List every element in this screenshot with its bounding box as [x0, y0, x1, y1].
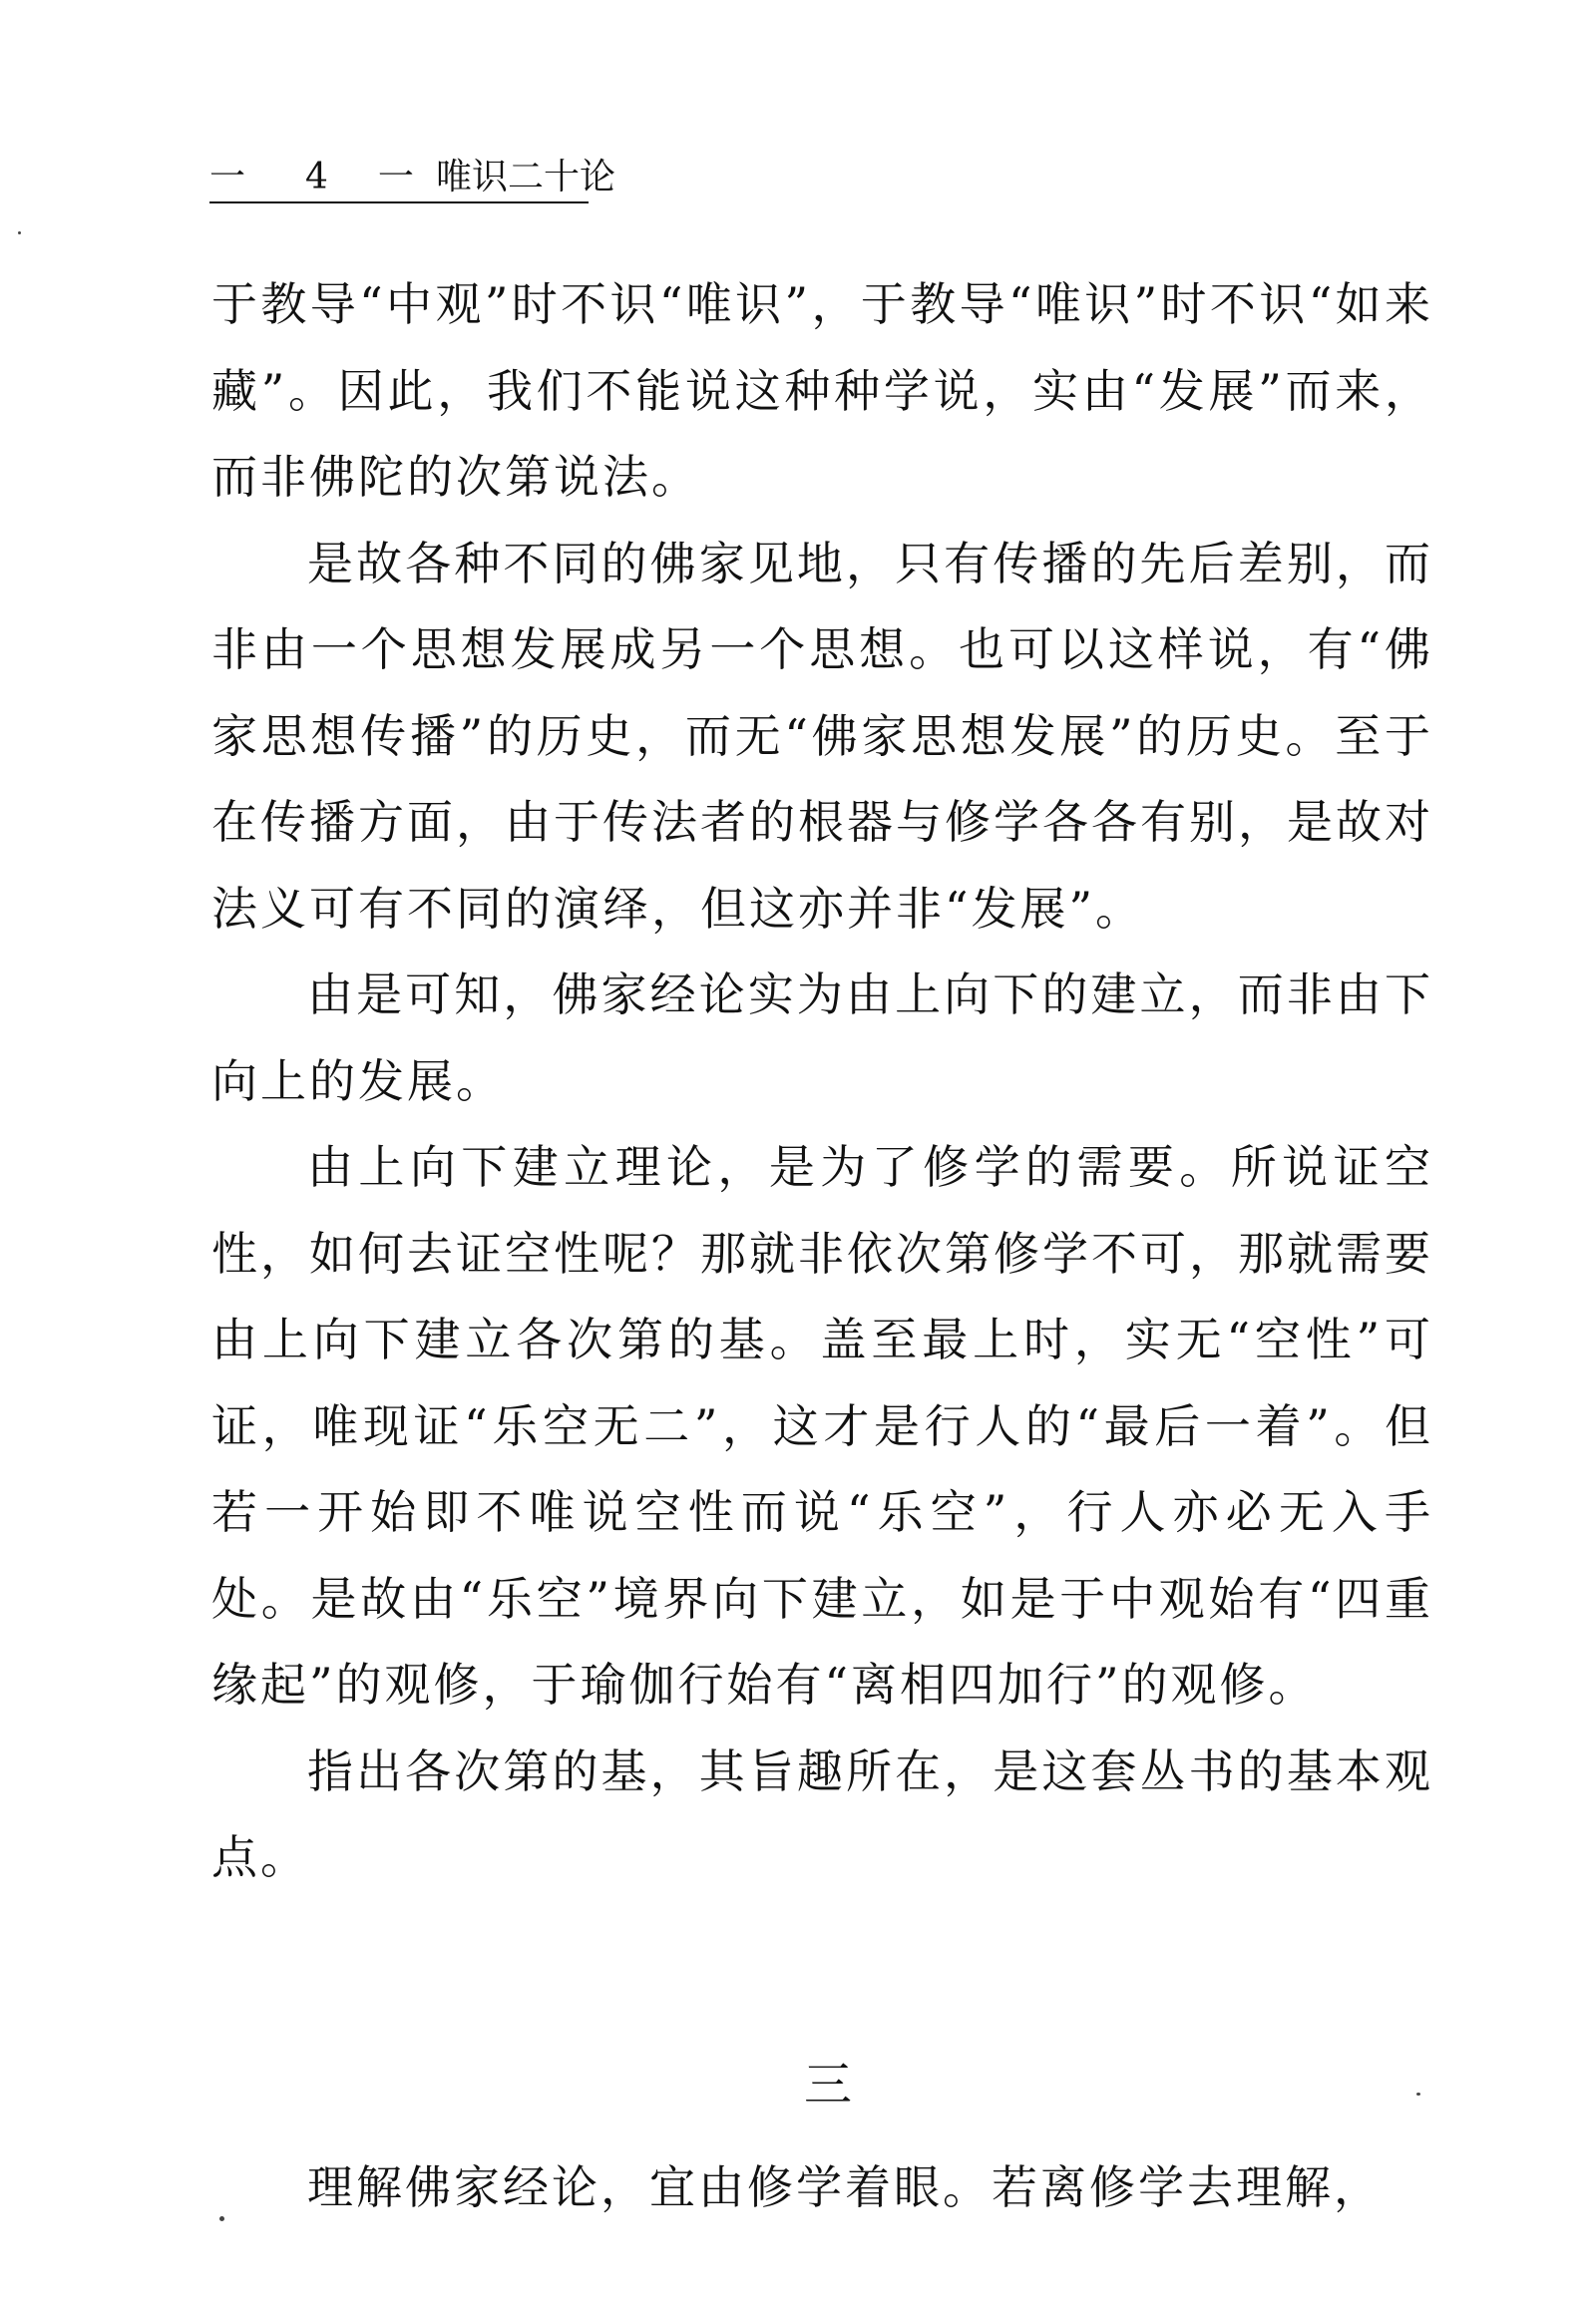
running-header: [209, 157, 615, 203]
body-text-continued: [211, 2144, 1433, 2231]
section-heading: 三: [803, 2057, 852, 2113]
paragraph: 由上向下建立理论，是为了修学的需要。所说证空性，如何去证空性呢？那就非依次第修学不可，那就需要由上向下建立各次第的基。盖至最上时，实无“空性”可证，唯现证“乐空无二”，这才是行人的“最后一着”。但若一开始即不唯说空性而说“乐空”，行人亦必无入手处。是故由“乐空”境界向下建立，如是于中观始有“四重缘起”的观修，于瑜伽行始有“离相四加行”的观修。: [211, 1140, 1433, 1712]
paragraph-continued: 于教导“中观”时不识“唯识”，于教导“唯识”时不识“如来藏”。因此，我们不能说这种种学说，实由“发展”而来，而非佛陀的次第说法。: [211, 277, 1433, 504]
header-dash-left: 一: [209, 157, 246, 197]
book-title: 唯识二十论: [435, 157, 615, 197]
scan-speck: [1416, 2093, 1420, 2096]
body-text: [211, 261, 1433, 1901]
paragraph: 指出各次第的基，其旨趣所在，是这套丛书的基本观点。: [211, 1743, 1433, 1884]
scan-speck: [219, 2216, 224, 2221]
paragraph: 是故各种不同的佛家见地，只有传播的先后差别，而非由一个思想发展成另一个思想。也可以这样说，有“佛家思想传播”的历史，而无“佛家思想发展”的历史。至于在传播方面，由于传法者的根器与修学各各有别，是故对法义可有不同的演绎，但这亦并非“发展”。: [211, 536, 1433, 936]
scan-speck: [18, 231, 21, 234]
page-number: 4: [305, 157, 328, 197]
header-dash-right: 一: [377, 157, 414, 197]
paragraph: 理解佛家经论，宜由修学着眼。若离修学去理解，: [307, 2160, 1383, 2214]
paragraph: 由是可知，佛家经论实为由上向下的建立，而非由下向上的发展。: [211, 967, 1433, 1108]
